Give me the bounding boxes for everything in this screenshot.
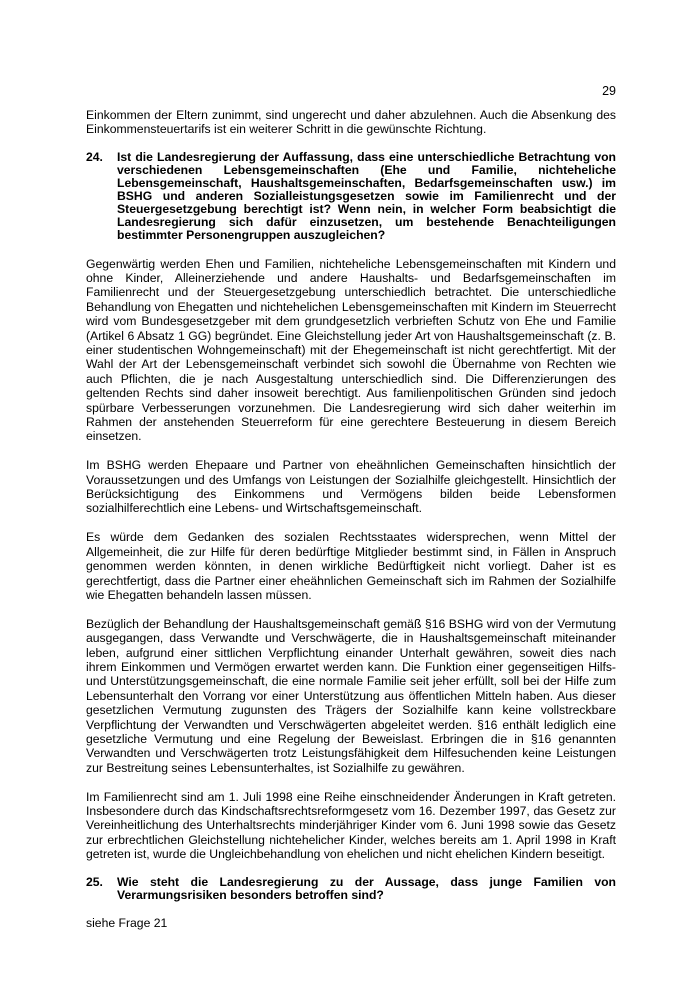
answer-24-paragraph-4: Bezüglich der Behandlung der Haushaltsgemeinschaft gemäß §16 BSHG wird von der Vermutung ausgegangen, dass Verwandte und Verschwägerte, die in Haushaltsgemeinschaft miteinander leben, aufgrund einer sittlichen Verpflichtung einander Unterhalt gewähren, soweit dies nach ihrem Einkommen und Vermögen erwartet werden kann. Die Funktion einer gegenseitigen Hilfs- und Unterstützungsgemeinschaft, die eine normale Familie seit jeher erfüllt, soll bei der Hilfe zum Lebensunterhalt den Vorrang vor einer Unterstützung aus öffentlichen Mitteln haben. Aus dieser gesetzlichen Vermutung zugunsten des Trägers der Sozialhilfe kann keine vollstreckbare Verpflichtung der Verwandten und Verschwägerten abgeleitet werden. §16 enthält lediglich eine gesetzliche Vermutung und eine Regelung der Beweislast. Erbringen die in §16 genannten Verwandten und Verschwägerten trotz Leistungsfähigkeit dem Hilfesuchenden keine Leistungen zur Bestreitung seines Lebensunterhaltes, ist Sozialhilfe zu gewähren. bbox=[86, 616, 616, 775]
question-24 bbox=[86, 151, 616, 242]
question-text: Wie steht die Landesregierung zu der Aussage, dass junge Familien von Verarmungsrisiken besonders betroffen sind? bbox=[117, 874, 616, 902]
question-number: 25. bbox=[86, 874, 103, 889]
document-body bbox=[86, 108, 616, 945]
answer-25-paragraph: siehe Frage 21 bbox=[86, 916, 168, 931]
question-text: Ist die Landesregierung der Auffassung, dass eine unterschiedliche Betrachtung von verschiedenen Lebensgemeinschaften (Ehe und Familie, nichteheliche Lebensgemeinschaft, Haushaltsgemeinschaften, Bedarfsgemeinschaften usw.) im BSHG und anderen Sozialleistungsgesetzen sowie im Familienrecht und der Steuergesetzgebung berechtigt ist? Wenn nein, in welcher Form beabsichtigt die Landesregierung sich dafür einzusetzen, um bestehende Benachteiligungen bestimmter Personengruppen auszugleichen? bbox=[117, 150, 616, 243]
intro-paragraph: Einkommen der Eltern zunimmt, sind ungerecht und daher abzulehnen. Auch die Absenkung des Einkommensteuertarifs ist ein weiterer Schritt in die gewünschte Richtung. bbox=[86, 108, 616, 137]
answer-24-paragraph-2: Im BSHG werden Ehepaare und Partner von eheähnlichen Gemeinschaften hinsichtlich der Voraussetzungen und des Umfangs von Leistungen der Sozialhilfe gleichgestellt. Hinsichtlich der Berücksichtigung des Einkommens und Vermögens bilden beide Lebensformen sozialhilferechtlich eine Lebens- und Wirtschaftsgemeinschaft. bbox=[86, 458, 616, 516]
answer-24-paragraph-1: Gegenwärtig werden Ehen und Familien, nichteheliche Lebensgemeinschaften mit Kindern und ohne Kinder, Alleinerziehende und andere Haushalts- und Bedarfsgemeinschaften im Familienrecht und der Steuergesetzgebung unterschiedlich betrachtet. Die unterschiedliche Behandlung von Ehegatten und nichtehelichen Lebensgemeinschaften mit Kindern im Steuerrecht wird vom Bundesgesetzgeber mit dem grundgesetzlich verbrieften Schutz von Ehe und Familie (Artikel 6 Absatz 1 GG) begründet. Eine Gleichstellung jeder Art von Haushaltsgemeinschaft (z. B. einer studentischen Wohngemeinschaft) mit der Ehegemeinschaft ist nicht gerechtfertigt. Mit der Wahl der Art der Lebensgemeinschaft verbindet sich sowohl die Übernahme von Rechten wie auch Pflichten, die je nach Ausgestaltung unterschiedlich sind. Die Differenzierungen des geltenden Rechts sind daher insoweit berechtigt. Aus familienpolitischen Gründen sind jedoch spürbare Verbesserungen vorzunehmen. Die Landesregierung wird sich daher weiterhin im Rahmen der anstehenden Steuerreform für eine gerechtere Besteuerung in diesem Bereich einsetzen. bbox=[86, 256, 616, 444]
question-number: 24. bbox=[86, 150, 103, 165]
answer-24-paragraph-5: Im Familienrecht sind am 1. Juli 1998 eine Reihe einschneidender Änderungen in Kraft getreten. Insbesondere durch das Kindschaftsrechtsreformgesetz vom 16. Dezember 1997, das Gesetz zur Vereinheitlichung des Unterhaltsrechts minderjähriger Kinder vom 6. Juni 1998 sowie das Gesetz zur erbrechtlichen Gleichstellung nichtehelicher Kinder, welches bereits am 1. April 1998 in Kraft getreten ist, wurde die Ungleichbehandlung von ehelichen und nicht ehelichen Kindern beseitigt. bbox=[86, 789, 616, 862]
question-25 bbox=[86, 876, 616, 902]
answer-24-paragraph-3: Es würde dem Gedanken des sozialen Rechtsstaates widersprechen, wenn Mittel der Allgemeinheit, die zur Hilfe für deren bedürftige Mitglieder bestimmt sind, in Fällen in Anspruch genommen werden könnten, in denen wirkliche Bedürftigkeit nicht vorliegt. Daher ist es gerechtfertigt, dass die Partner einer eheähnlichen Gemeinschaft sich im Rahmen der Sozialhilfe wie Ehegatten behandeln lassen müssen. bbox=[86, 530, 616, 602]
page-number: 29 bbox=[602, 84, 616, 98]
